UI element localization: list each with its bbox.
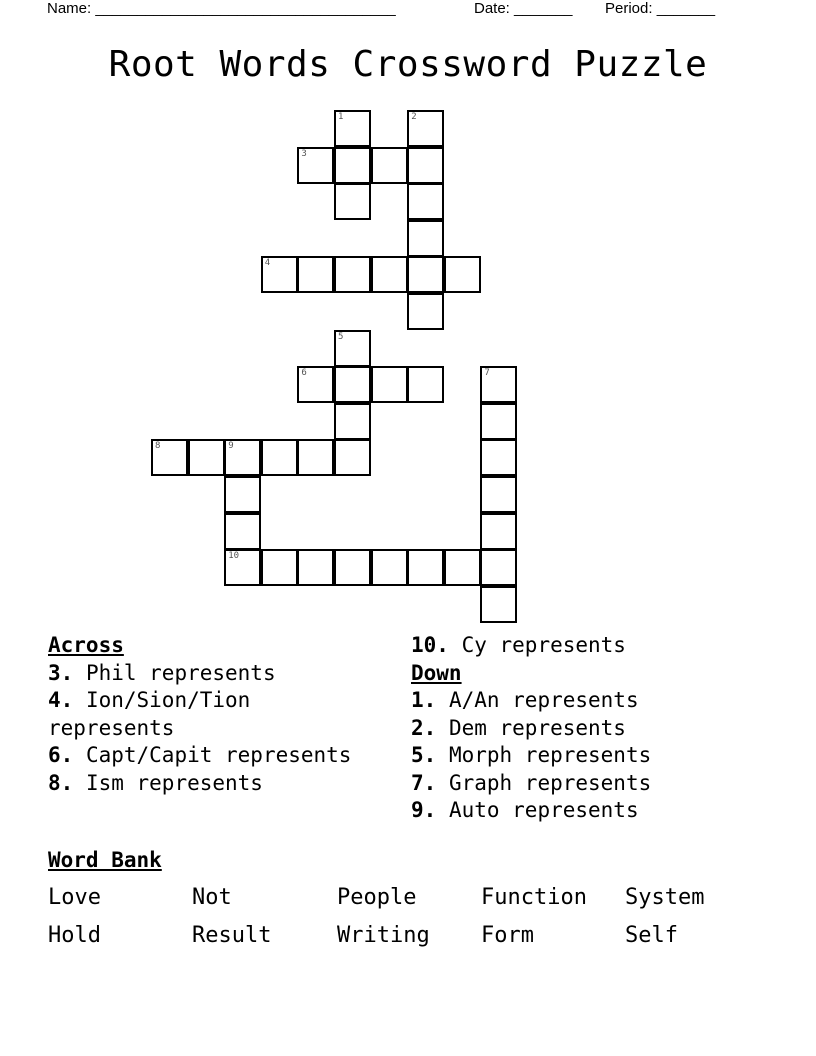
clue-down-1: 1. A/An represents [411,688,639,712]
right-clue-column [411,632,751,825]
word-bank-item: Result [192,923,272,948]
crossword-cell[interactable] [334,183,371,220]
word-bank-item: Form [481,923,534,948]
crossword-cell[interactable] [297,147,334,184]
period-field[interactable]: Period: _______ [605,0,716,17]
clue-across-6: 6. Capt/Capit represents [48,743,352,767]
crossword-cell[interactable] [334,330,371,367]
crossword-cell[interactable] [334,256,371,293]
crossword-cell[interactable] [261,256,298,293]
name-field[interactable]: Name: ____________________________________ [47,0,396,17]
crossword-cell[interactable] [480,549,517,586]
clue-across-3: 3. Phil represents [48,660,276,685]
crossword-cell[interactable] [261,439,298,476]
clue-down-7: 7. Graph represents [411,770,652,795]
crossword-cell[interactable] [407,366,444,403]
crossword-cell[interactable] [444,549,481,586]
crossword-cell[interactable] [480,476,517,513]
clue-down-2: 2. Dem represents [411,715,626,740]
crossword-cell[interactable] [334,147,371,184]
clue-down-9: 9. Auto represents [411,798,639,822]
crossword-cell[interactable] [297,439,334,476]
clue-number: 5 [338,331,344,342]
crossword-cell[interactable] [224,513,261,550]
crossword-cell[interactable] [261,549,298,586]
crossword-cell[interactable] [371,256,408,293]
crossword-cell[interactable] [151,439,188,476]
clue-across-8: 8. Ism represents [48,770,263,795]
down-heading: Down [411,660,462,685]
word-bank-item: Writing [337,923,430,948]
crossword-cell[interactable] [334,439,371,476]
crossword-cell[interactable] [407,220,444,257]
crossword-cell[interactable] [407,256,444,293]
crossword-cell[interactable] [407,147,444,184]
crossword-cell[interactable] [480,403,517,440]
word-bank-item: People [337,885,417,910]
crossword-cell[interactable] [224,439,261,476]
page-title: Root Words Crossword Puzzle [108,44,708,85]
crossword-cell[interactable] [188,439,225,476]
crossword-cell[interactable] [297,366,334,403]
crossword-cell[interactable] [224,476,261,513]
date-field[interactable]: Date: _______ [474,0,573,17]
clue-number: 8 [155,441,161,452]
across-clues [48,632,388,797]
crossword-cell[interactable] [480,586,517,623]
crossword-cell[interactable] [334,366,371,403]
clue-number: 10 [228,551,240,562]
crossword-cell[interactable] [371,147,408,184]
crossword-cell[interactable] [407,110,444,147]
clue-across-4: 4. Ion/Sion/Tion represents [48,688,251,740]
word-bank-item: Self [625,923,678,948]
clue-number: 9 [228,441,234,452]
across-heading: Across [48,633,124,657]
clue-number: 6 [301,368,307,379]
crossword-cell[interactable] [407,183,444,220]
crossword-cell[interactable] [480,439,517,476]
crossword-cell[interactable] [371,366,408,403]
clue-number: 1 [338,112,344,122]
word-bank-heading: Word Bank [48,848,162,872]
clue-across-10: 10. Cy represents [411,633,626,657]
clue-number: 2 [411,112,417,122]
crossword-cell[interactable] [480,513,517,550]
crossword-cell[interactable] [297,549,334,586]
crossword-cell[interactable] [334,110,371,147]
word-bank-item: Function [481,885,587,910]
word-bank-item: Hold [48,923,101,948]
word-bank-item: Love [48,885,101,910]
crossword-cell[interactable] [444,256,481,293]
crossword-cell[interactable] [480,366,517,403]
crossword-cell[interactable] [297,256,334,293]
word-bank-item: System [625,885,705,910]
crossword-cell[interactable] [334,549,371,586]
crossword-cell[interactable] [224,549,261,586]
crossword-cell[interactable] [407,293,444,330]
crossword-cell[interactable] [407,549,444,586]
crossword-cell[interactable] [334,403,371,440]
crossword-cell[interactable] [371,549,408,586]
word-bank-item: Not [192,885,232,910]
clue-down-5: 5. Morph represents [411,743,652,767]
clue-number: 3 [301,148,307,159]
clue-number: 7 [484,368,490,379]
clue-number: 4 [264,258,271,269]
